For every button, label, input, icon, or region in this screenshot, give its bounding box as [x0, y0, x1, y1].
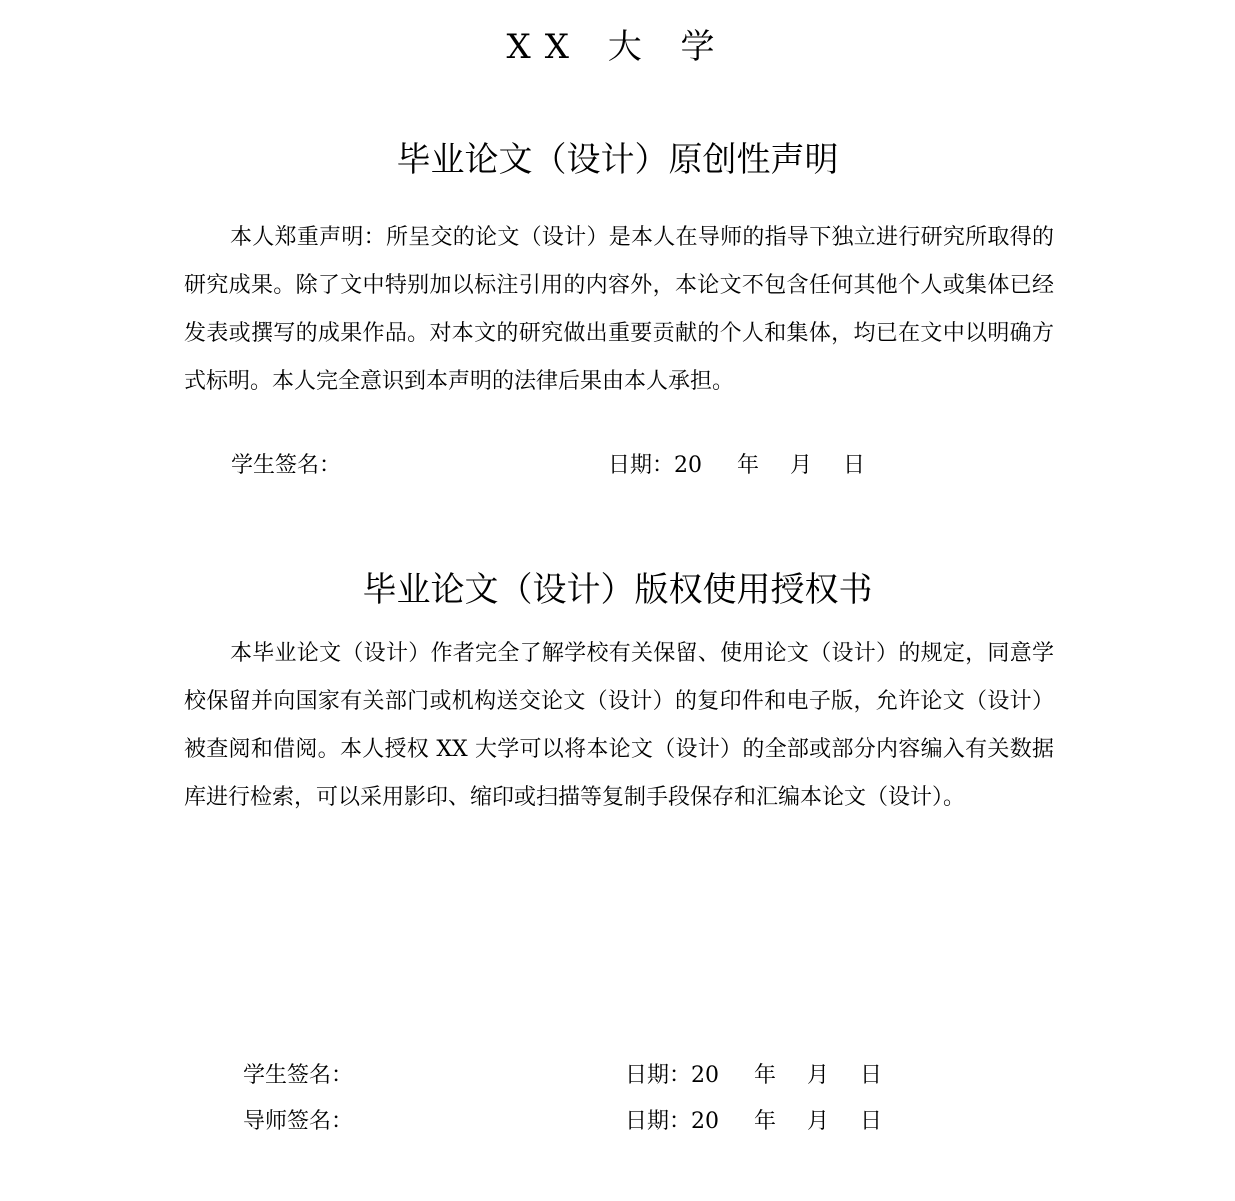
date-year: 年 — [737, 453, 760, 478]
originality-signature-line — [231, 446, 931, 486]
date-day: 日 — [860, 1109, 883, 1134]
copyright-title: 毕业论文（设计）版权使用授权书 — [362, 570, 873, 610]
date-label: 日期：20 — [625, 1063, 719, 1088]
date-month: 月 — [807, 1109, 830, 1134]
copyright-body: 本毕业论文（设计）作者完全了解学校有关保留、使用论文（设计）的规定，同意学校保留并向国家有关部门或机构送交论文（设计）的复印件和电子版，允许论文（设计）被查阅和借阅。本人授权 XX 大学可以将本论文（设计）的全部或部分内容编入有关数据库进行检索，可以采用影印、缩印或扫描等复制手段保存和汇编本论文（设计）。 — [184, 641, 1054, 810]
signature-date — [625, 1056, 882, 1096]
date-year: 年 — [754, 1063, 777, 1088]
date-year: 年 — [754, 1109, 777, 1134]
copyright-advisor-signature-line — [243, 1102, 943, 1142]
date-day: 日 — [843, 453, 866, 478]
student-signature-label: 学生签名： — [243, 1063, 354, 1088]
date-month: 月 — [790, 453, 813, 478]
student-signature-label: 学生签名： — [231, 453, 342, 478]
signature-date — [608, 446, 865, 486]
date-month: 月 — [807, 1063, 830, 1088]
advisor-signature-label: 导师签名： — [243, 1109, 354, 1134]
date-day: 日 — [860, 1063, 883, 1088]
originality-body: 本人郑重声明：所呈交的论文（设计）是本人在导师的指导下独立进行研究所取得的研究成果。除了文中特别加以标注引用的内容外，本论文不包含任何其他个人或集体已经发表或撰写的成果作品。对本文的研究做出重要贡献的个人和集体，均已在文中以明确方式标明。本人完全意识到本声明的法律后果由本人承担。 — [184, 225, 1054, 394]
date-label: 日期：20 — [608, 453, 702, 478]
university-title: XX 大 学 — [506, 27, 729, 67]
date-label: 日期：20 — [625, 1109, 719, 1134]
copyright-student-signature-line — [243, 1056, 943, 1096]
originality-title: 毕业论文（设计）原创性声明 — [396, 140, 839, 180]
signature-date — [625, 1102, 882, 1142]
